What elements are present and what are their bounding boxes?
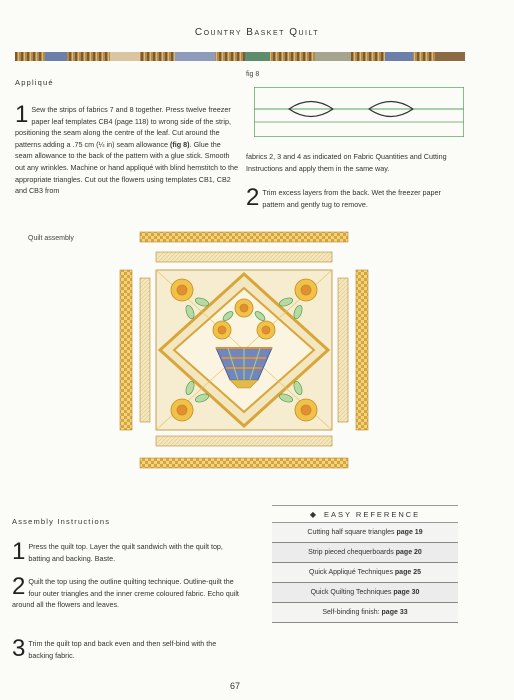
quilt-assembly-diagram [118,230,370,472]
step-number: 3 [12,635,26,662]
figure-label: fig 8 [246,71,260,78]
reference-item: Self-binding finish: page 33 [272,603,458,623]
page-number: 67 [229,681,240,691]
reference-item: Quick Quilting Techniques page 30 [272,583,458,603]
reference-list [272,523,458,623]
figure-8-leaf-strip [254,87,464,137]
step-number: 1 [15,101,29,128]
applique-step-1: 1 Sew the strips of fabrics 7 and 8 together. Press twelve freezer paper leaf templates CB4 (page 118) to wrong side of the strip, positioning the seam along the centre of the leaf. Cut around the patterns adding a .75 cm (¼ in) seam allowance (fig 8). Glue the seam allowance to the back of the pattern with a glue stick. Smooth out any wrinkles. Machine or hand appliqué with blind hemstitch to the appropriate triangles. Cut out the flowers using templates CB1, CB2 and CB3 from [15,101,238,196]
easy-reference-box [272,505,458,623]
applique-continued-text: fabrics 2, 3 and 4 as indicated on Fabric Quantities and Cutting Instructions and apply them in the same way. [246,152,447,173]
quilt-assembly-label: Quilt assembly [28,235,74,242]
assembly-step-2: 2 Quilt the top using the outline quilting technique. Outline-quilt the four outer triangles and the inner creme coloured fabric. Echo quilt around all the flowers and leaves. [12,573,239,610]
step-number: 2 [12,573,26,600]
easy-reference-title: ◆ EASY REFERENCE [272,505,458,523]
step-number: 1 [12,538,26,565]
applique-step-2: 2 Trim excess layers from the back. Wet the freezer paper pattern and gently tug to remove. [246,184,441,211]
reference-item: Quick Appliqué Techniques page 25 [272,563,458,583]
step-number: 2 [246,184,260,211]
page-title: Country Basket Quilt [194,27,320,38]
assembly-heading: Assembly Instructions [12,517,111,526]
assembly-step-1: 1 Press the quilt top. Layer the quilt sandwich with the quilt top, batting and backing. Baste. [12,538,223,565]
reference-item: Cutting half square triangles page 19 [272,523,458,543]
applique-heading: Appliqué [15,78,54,87]
figure-reference: (fig 8) [170,139,190,149]
fabric-band [15,52,465,61]
diamond-icon: ◆ [309,509,316,519]
reference-item: Strip pieced chequerboards page 20 [272,543,458,563]
assembly-step-3: 3 Trim the quilt top and back even and then self-bind with the backing fabric. [12,635,217,662]
